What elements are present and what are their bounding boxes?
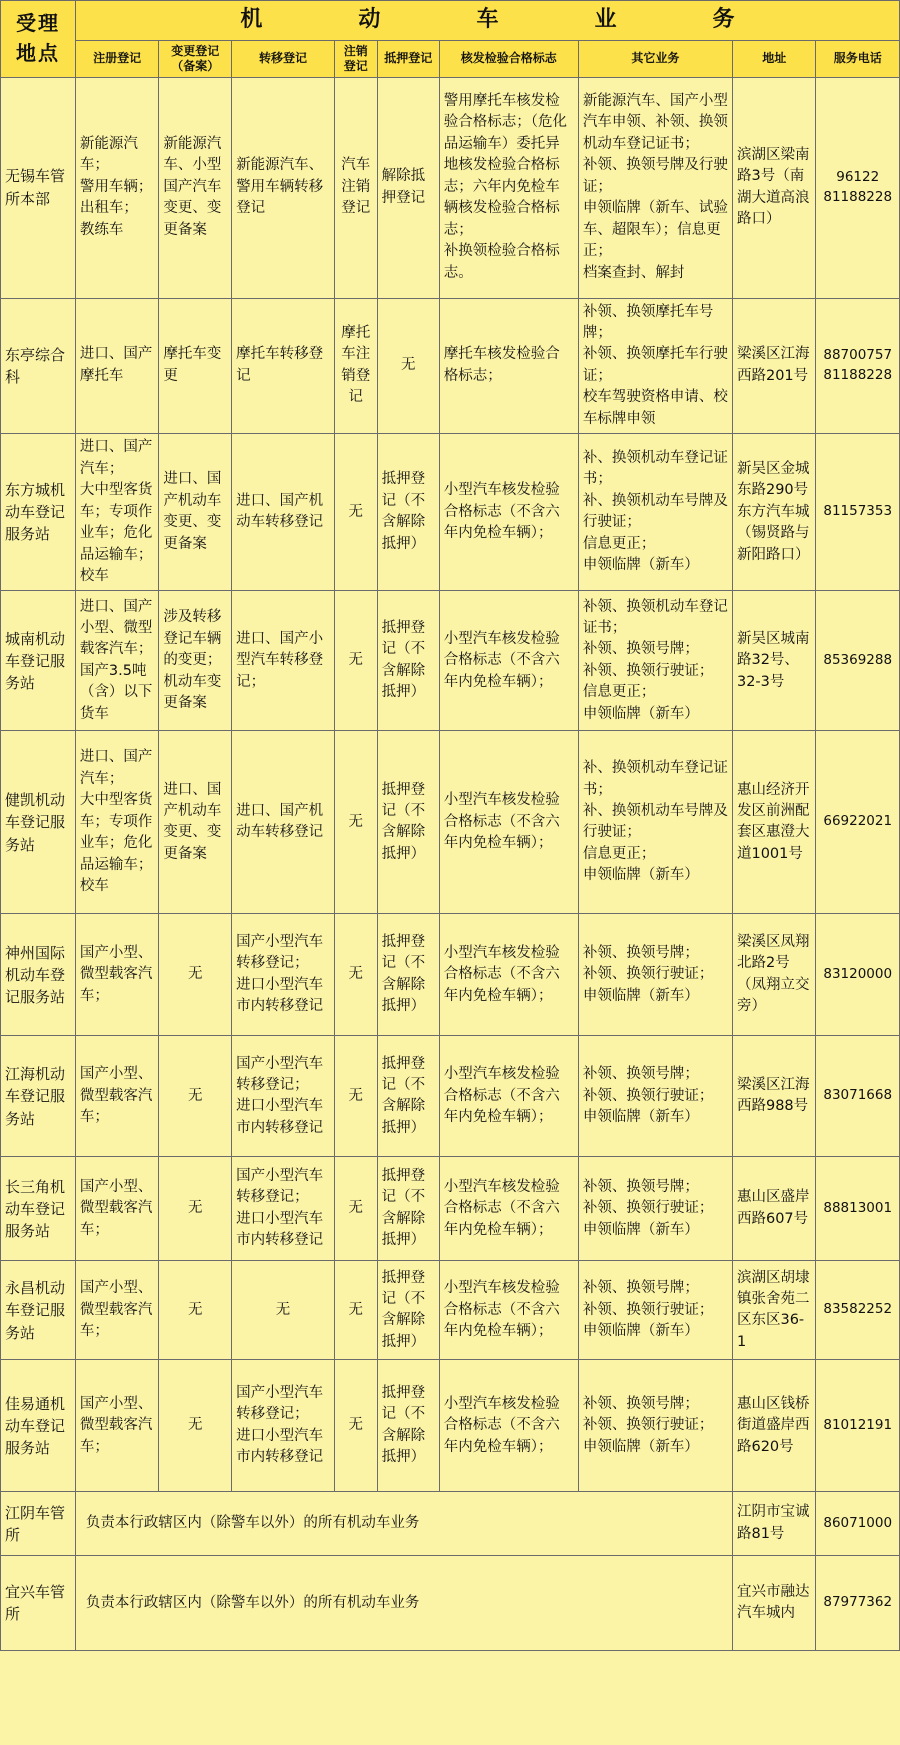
register-cell: 国产小型、微型载客汽车； [75,914,158,1036]
mortgage-cell: 抵押登记（不含解除抵押） [377,591,439,731]
place-cell: 佳易通机动车登记服务站 [1,1360,76,1492]
mortgage-cell: 无 [377,298,439,434]
inspection-cell: 摩托车核发检验合格标志； [439,298,578,434]
phone-cell: 81157353 [816,434,900,591]
inspection-cell: 小型汽车核发检验合格标志（不含六年内免检车辆）； [439,731,578,914]
business-scope-cell: 负责本行政辖区内（除警车以外）的所有机动车业务 [75,1556,732,1651]
place-cell: 城南机动车登记服务站 [1,591,76,731]
other-cell: 补领、换领号牌； 补领、换领行驶证； 申领临牌（新车） [578,914,732,1036]
inspection-cell: 小型汽车核发检验合格标志（不含六年内免检车辆）； [439,1036,578,1157]
mortgage-cell: 抵押登记（不含解除抵押） [377,1261,439,1360]
place-cell: 长三角机动车登记服务站 [1,1157,76,1261]
cancel-cell: 无 [334,1157,377,1261]
change-cell: 无 [159,1036,232,1157]
phone-cell: 81012191 [816,1360,900,1492]
phone-cell: 83582252 [816,1261,900,1360]
col-mortgage-header: 抵押登记 [377,40,439,77]
address-cell: 新吴区金城东路290号东方汽车城（锡贤路与新阳路口） [732,434,815,591]
inspection-cell: 小型汽车核发检验合格标志（不含六年内免检车辆）； [439,1360,578,1492]
inspection-cell: 小型汽车核发检验合格标志（不含六年内免检车辆）； [439,914,578,1036]
col-change-header: 变更登记（备案） [159,40,232,77]
transfer-cell: 国产小型汽车转移登记； 进口小型汽车市内转移登记 [232,1157,335,1261]
phone-cell: 86071000 [816,1492,900,1556]
change-cell: 新能源汽车、小型国产汽车变更、变更备案 [159,77,232,298]
transfer-cell: 国产小型汽车转移登记； 进口小型汽车市内转移登记 [232,1360,335,1492]
mortgage-cell: 抵押登记（不含解除抵押） [377,914,439,1036]
register-cell: 进口、国产汽车； 大中型客货车；专项作业车；危化品运输车；校车 [75,731,158,914]
col-other-header: 其它业务 [578,40,732,77]
business-scope-cell: 负责本行政辖区内（除警车以外）的所有机动车业务 [75,1492,732,1556]
other-cell: 补领、换领号牌； 补领、换领行驶证； 申领临牌（新车） [578,1036,732,1157]
change-cell: 无 [159,1157,232,1261]
phone-cell: 96122 81188228 [816,77,900,298]
place-cell: 东方城机动车登记服务站 [1,434,76,591]
place-cell: 东亭综合科 [1,298,76,434]
mortgage-cell: 抵押登记（不含解除抵押） [377,1036,439,1157]
address-cell: 宜兴市融达汽车城内 [732,1556,815,1651]
place-cell: 神州国际机动车登记服务站 [1,914,76,1036]
phone-cell: 88813001 [816,1157,900,1261]
change-cell: 涉及转移登记车辆的变更；机动车变更备案 [159,591,232,731]
register-cell: 国产小型、微型载客汽车； [75,1261,158,1360]
inspection-cell: 小型汽车核发检验合格标志（不含六年内免检车辆）； [439,434,578,591]
other-cell: 新能源汽车、国产小型汽车申领、补领、换领机动车登记证书； 补领、换领号牌及行驶证； 申领临牌（新车、试验车、超限车）；信息更正； 档案查封、解封 [578,77,732,298]
place-cell: 永昌机动车登记服务站 [1,1261,76,1360]
table-row [1,1157,900,1261]
col-inspection-header: 核发检验合格标志 [439,40,578,77]
other-cell: 补领、换领号牌； 补领、换领行驶证； 申领临牌（新车） [578,1360,732,1492]
address-cell: 梁溪区凤翔北路2号（凤翔立交旁） [732,914,815,1036]
cancel-cell: 无 [334,434,377,591]
inspection-cell: 小型汽车核发检验合格标志（不含六年内免检车辆）； [439,1157,578,1261]
transfer-cell: 无 [232,1261,335,1360]
col-transfer-header: 转移登记 [232,40,335,77]
table-row [1,1261,900,1360]
transfer-cell: 国产小型汽车转移登记； 进口小型汽车市内转移登记 [232,1036,335,1157]
place-header: 受理地点 [1,1,76,78]
table-row [1,77,900,298]
transfer-cell: 摩托车转移登记 [232,298,335,434]
header-row-1 [1,1,900,41]
address-cell: 惠山经济开发区前洲配套区惠澄大道1001号 [732,731,815,914]
place-cell: 江海机动车登记服务站 [1,1036,76,1157]
cancel-cell: 摩托车注销登记 [334,298,377,434]
transfer-cell: 国产小型汽车转移登记； 进口小型汽车市内转移登记 [232,914,335,1036]
register-cell: 国产小型、微型载客汽车； [75,1036,158,1157]
col-phone-header: 服务电话 [816,40,900,77]
change-cell: 无 [159,914,232,1036]
register-cell: 国产小型、微型载客汽车； [75,1157,158,1261]
transfer-cell: 新能源汽车、警用车辆转移登记 [232,77,335,298]
address-cell: 江阴市宝诚路81号 [732,1492,815,1556]
cancel-cell: 无 [334,1360,377,1492]
cancel-cell: 无 [334,1036,377,1157]
inspection-cell: 警用摩托车核发检验合格标志；（危化品运输车）委托异地核发检验合格标志；六年内免检车辆核发检验合格标志； 补换领检验合格标志。 [439,77,578,298]
phone-cell: 83071668 [816,1036,900,1157]
col-address-header: 地址 [732,40,815,77]
table-row [1,591,900,731]
inspection-cell: 小型汽车核发检验合格标志（不含六年内免检车辆）； [439,591,578,731]
change-cell: 摩托车变更 [159,298,232,434]
change-cell: 进口、国产机动车变更、变更备案 [159,731,232,914]
table-row [1,1556,900,1651]
phone-cell: 88700757 81188228 [816,298,900,434]
other-cell: 补领、换领摩托车号牌； 补领、换领摩托车行驶证； 校车驾驶资格申请、校车标牌申领 [578,298,732,434]
register-cell: 国产小型、微型载客汽车； [75,1360,158,1492]
transfer-cell: 进口、国产机动车转移登记 [232,731,335,914]
register-cell: 进口、国产汽车； 大中型客货车；专项作业车；危化品运输车；校车 [75,434,158,591]
address-cell: 惠山区盛岸西路607号 [732,1157,815,1261]
place-cell: 宜兴车管所 [1,1556,76,1651]
phone-cell: 66922021 [816,731,900,914]
col-register-header: 注册登记 [75,40,158,77]
place-cell: 健凯机动车登记服务站 [1,731,76,914]
address-cell: 滨湖区梁南路3号（南湖大道高浪路口） [732,77,815,298]
other-cell: 补领、换领机动车登记证书； 补领、换领号牌； 补领、换领行驶证； 信息更正； 申领临牌（新车） [578,591,732,731]
register-cell: 进口、国产摩托车 [75,298,158,434]
phone-cell: 87977362 [816,1556,900,1651]
col-cancel-header: 注销登记 [334,40,377,77]
mortgage-cell: 抵押登记（不含解除抵押） [377,1157,439,1261]
table-row [1,914,900,1036]
table-row [1,731,900,914]
cancel-cell: 无 [334,914,377,1036]
address-cell: 惠山区钱桥街道盛岸西路620号 [732,1360,815,1492]
other-cell: 补、换领机动车登记证书； 补、换领机动车号牌及行驶证； 信息更正； 申领临牌（新车） [578,434,732,591]
register-cell: 新能源汽车； 警用车辆； 出租车； 教练车 [75,77,158,298]
mortgage-cell: 解除抵押登记 [377,77,439,298]
phone-cell: 83120000 [816,914,900,1036]
cancel-cell: 无 [334,591,377,731]
cancel-cell: 汽车注销登记 [334,77,377,298]
other-cell: 补领、换领号牌； 补领、换领行驶证； 申领临牌（新车） [578,1261,732,1360]
cancel-cell: 无 [334,731,377,914]
address-cell: 梁溪区江海西路201号 [732,298,815,434]
phone-cell: 85369288 [816,591,900,731]
address-cell: 梁溪区江海西路988号 [732,1036,815,1157]
table-row [1,1036,900,1157]
mortgage-cell: 抵押登记（不含解除抵押） [377,434,439,591]
place-cell: 无锡车管所本部 [1,77,76,298]
register-cell: 进口、国产小型、微型载客汽车； 国产3.5吨（含）以下货车 [75,591,158,731]
table-row [1,434,900,591]
business-title: 机 动 车 业 务 [75,1,899,41]
transfer-cell: 进口、国产机动车转移登记 [232,434,335,591]
inspection-cell: 小型汽车核发检验合格标志（不含六年内免检车辆）； [439,1261,578,1360]
table-row [1,1360,900,1492]
address-cell: 新吴区城南路32号、32-3号 [732,591,815,731]
mortgage-cell: 抵押登记（不含解除抵押） [377,1360,439,1492]
address-cell: 滨湖区胡埭镇张舍苑二区东区36-1 [732,1261,815,1360]
cancel-cell: 无 [334,1261,377,1360]
change-cell: 无 [159,1360,232,1492]
other-cell: 补领、换领号牌； 补领、换领行驶证； 申领临牌（新车） [578,1157,732,1261]
table-row [1,1492,900,1556]
other-cell: 补、换领机动车登记证书； 补、换领机动车号牌及行驶证； 信息更正； 申领临牌（新车） [578,731,732,914]
table-body [1,77,900,1651]
transfer-cell: 进口、国产小型汽车转移登记； [232,591,335,731]
change-cell: 进口、国产机动车变更、变更备案 [159,434,232,591]
place-cell: 江阴车管所 [1,1492,76,1556]
header-row-2 [1,40,900,77]
change-cell: 无 [159,1261,232,1360]
mortgage-cell: 抵押登记（不含解除抵押） [377,731,439,914]
table-row [1,298,900,434]
